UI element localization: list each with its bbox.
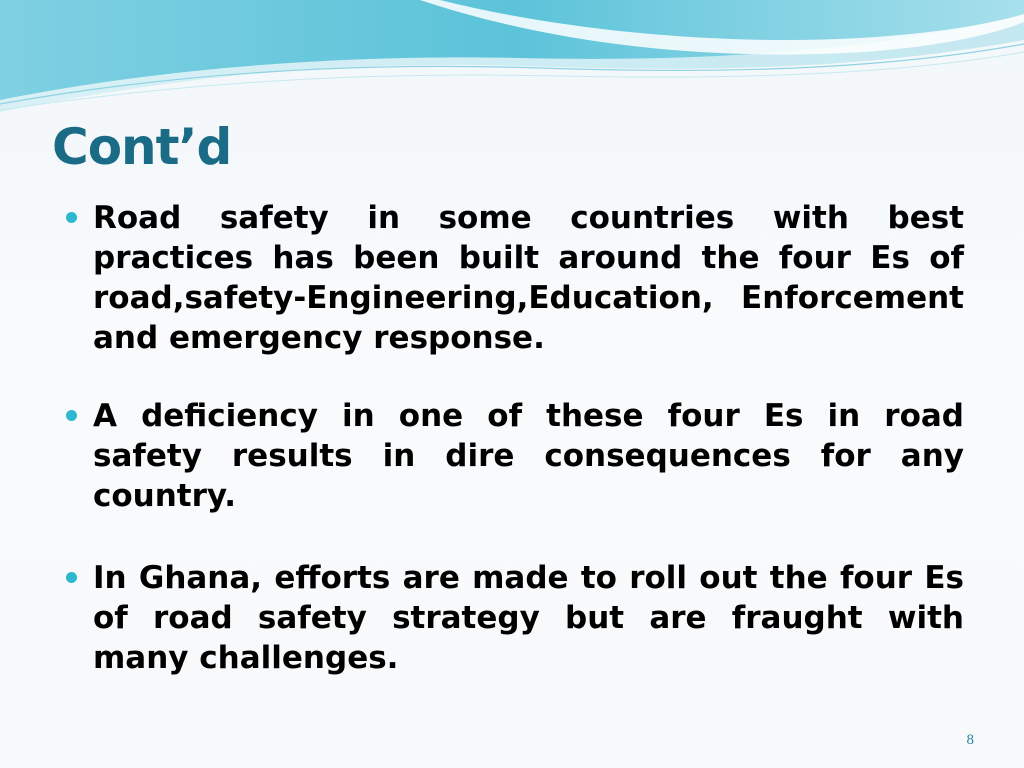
bullet-item — [60, 558, 964, 678]
bullet-dot-icon — [66, 572, 77, 583]
bullet-dot-icon — [66, 212, 77, 223]
page-number: 8 — [966, 732, 974, 748]
slide-title: Cont’d — [52, 118, 232, 176]
bullet-text: In Ghana, efforts are made to roll out the four Es of road safety strategy but are fraught with many challenges. — [93, 560, 964, 676]
bullet-list — [60, 198, 964, 716]
bullet-item — [60, 396, 964, 516]
header-wave-decoration — [0, 0, 1024, 120]
bullet-text: A deficiency in one of these four Es in road safety results in dire consequences for any country. — [93, 398, 964, 514]
bullet-dot-icon — [66, 410, 77, 421]
bullet-item — [60, 198, 964, 358]
bullet-text: Road safety in some countries with best practices has been built around the four Es of road,safety-Engineering,Education, Enforcement and emergency response. — [93, 200, 964, 356]
